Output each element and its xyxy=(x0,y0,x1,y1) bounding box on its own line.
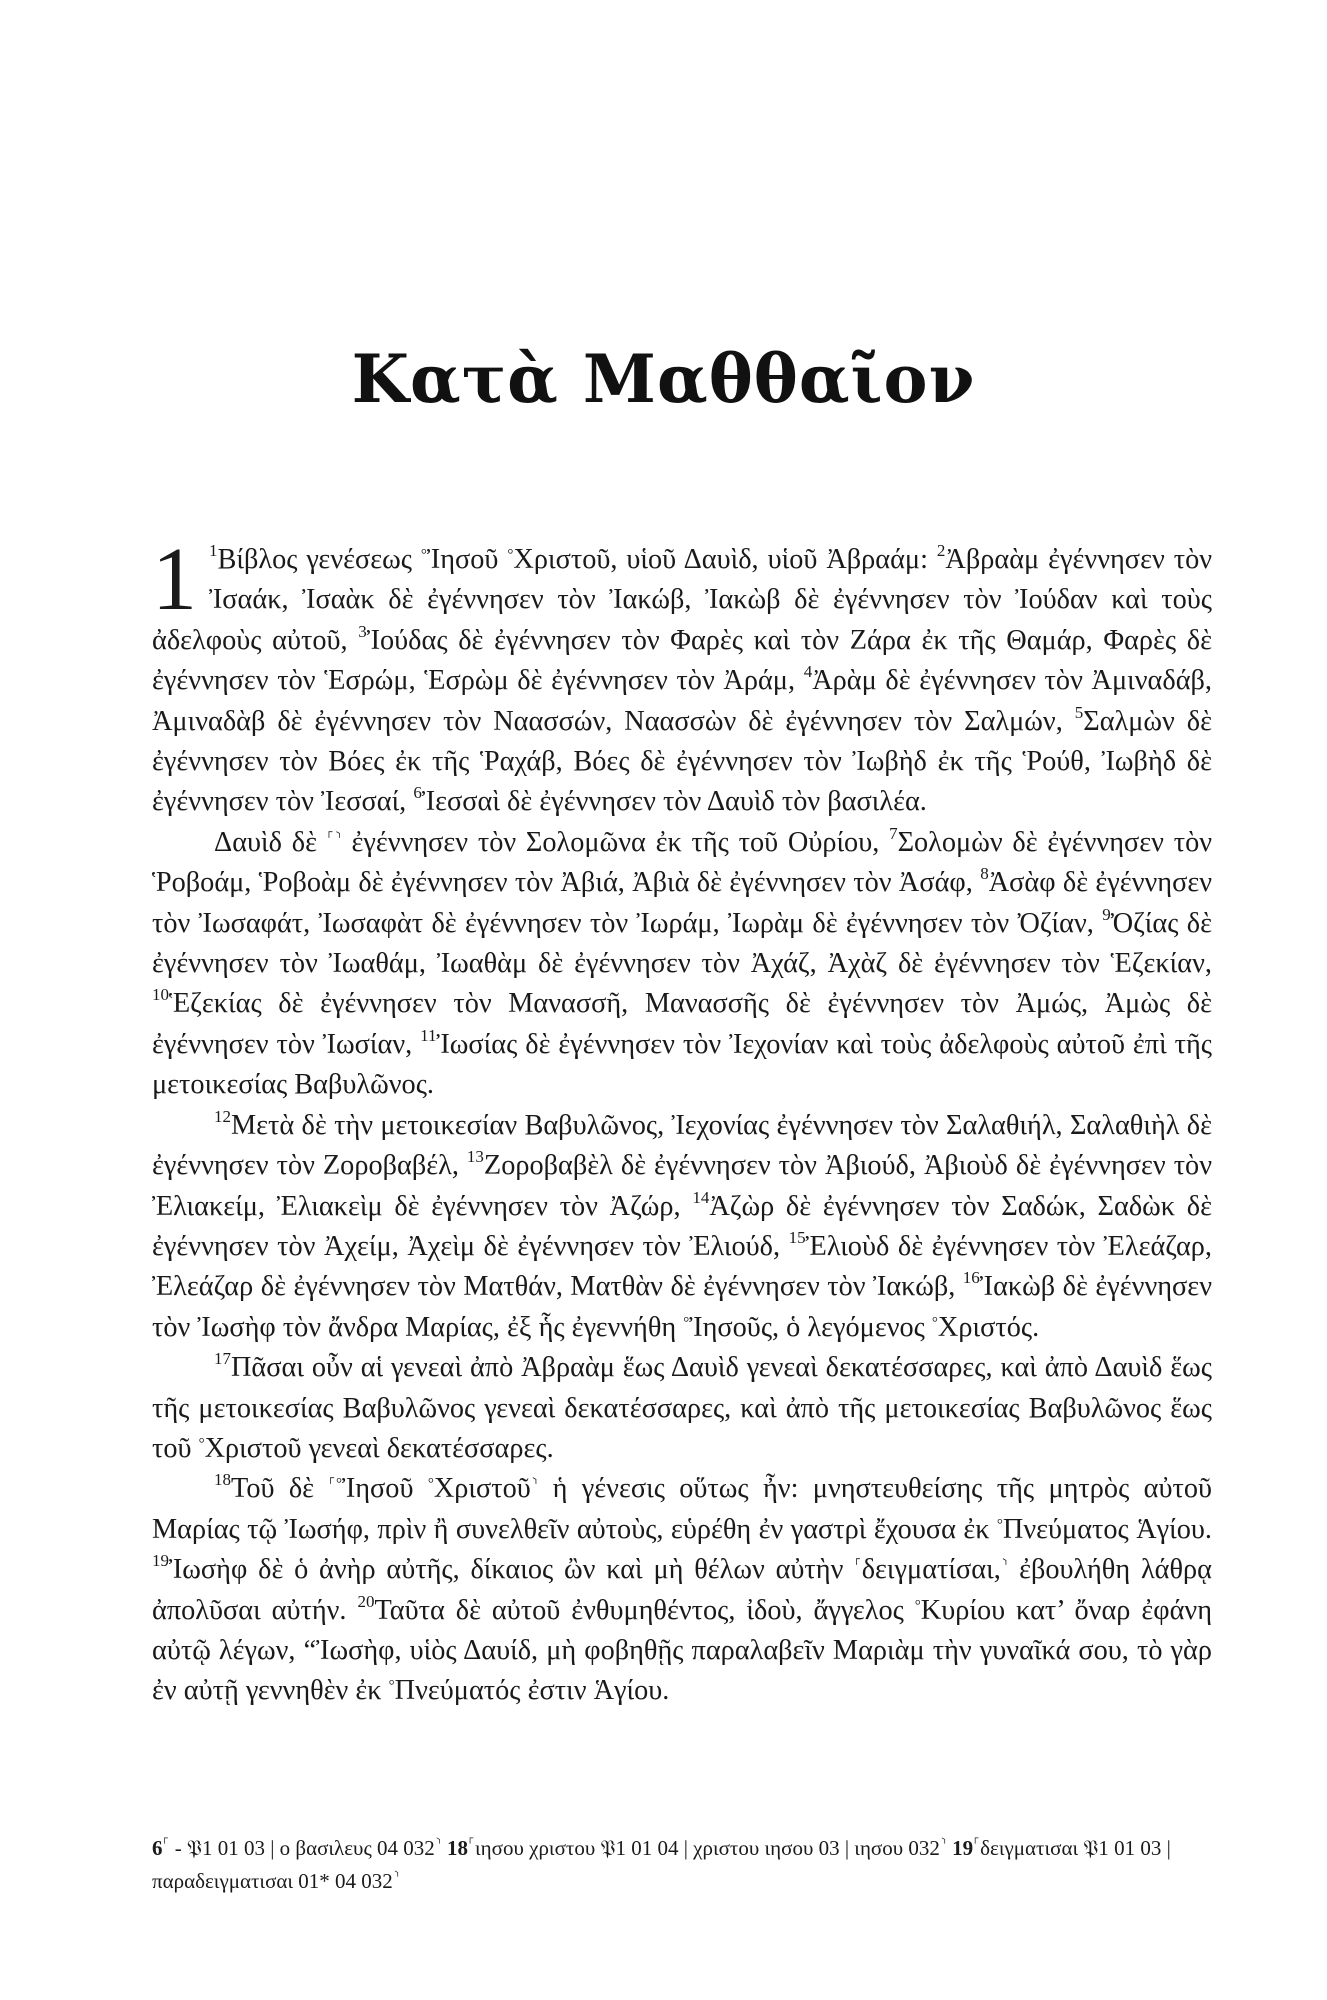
verse-number: 12 xyxy=(214,1106,231,1126)
variant-open-marker-icon: ⸀ xyxy=(326,829,335,846)
verse-text: Ἀρὰμ δὲ ἐγέννησεν τὸν Ἀμιναδάβ, Ἀμιναδὰβ δὲ ἐγέννησεν τὸν Ναασσών, Ναασσὼν δὲ ἐγέννησεν τὸν Σαλμών, xyxy=(152,665,1212,737)
variant-close-marker-icon: ⸃ xyxy=(1000,1557,1009,1574)
paragraph-1 xyxy=(152,530,1213,823)
verse-text: Τοῦ δὲ xyxy=(231,1473,329,1505)
verse-text: ἐγέννησεν τὸν Σολομῶνα ἐκ τῆς τοῦ Οὐρίου, xyxy=(341,826,890,858)
verse-text: ἡ γένεσις οὕτως ἦν: μνηστευθείσης τῆς μητρὸς αὐτοῦ Μαρίας τῷ Ἰωσήφ, πρὶν ἢ συνελθεῖν αὐτοὺς, εὑρέθη ἐν γαστρὶ ἔχουσα ἐκ xyxy=(152,1473,1212,1545)
verse-text: Ἀσὰφ δὲ ἐγέννησεν τὸν Ἰωσαφάτ, Ἰωσαφὰτ δὲ ἐγέννησεν τὸν Ἰωράμ, Ἰωρὰμ δὲ ἐγέννησεν τὸν Ὀζίαν, xyxy=(152,867,1213,939)
footnote-text: - 𝔓1 01 03 | ο βασιλευς 04 032 xyxy=(174,1836,435,1860)
paragraph-4 xyxy=(152,1348,1212,1469)
omission-marker-icon: ° xyxy=(427,1476,434,1493)
verse-text: Πνεύματος Ἁγίου. xyxy=(1002,1513,1212,1545)
verse-number: 15 xyxy=(788,1227,806,1247)
verse-text: Χριστοῦ xyxy=(433,1473,531,1505)
omission-marker-icon: ° xyxy=(996,1516,1003,1533)
verse-number: 17 xyxy=(214,1348,231,1368)
verse-number: 18 xyxy=(214,1470,231,1490)
omission-marker-icon: ° xyxy=(420,547,427,563)
verse-number: 10 xyxy=(152,985,169,1005)
verse-text: ἐβουλήθη λάθρᾳ ἀπολῦσαι αὐτήν. xyxy=(152,1554,1213,1626)
verse-text: Χριστός. xyxy=(937,1311,1040,1343)
verse-number: 13 xyxy=(466,1146,484,1166)
variant-close-marker-icon: ⸃ xyxy=(530,1476,539,1493)
verse-number: 16 xyxy=(962,1268,980,1288)
verse-text: Χριστοῦ, υἱοῦ Δαυὶδ, υἱοῦ Ἀβραάμ: xyxy=(513,544,937,575)
chapter-number: 1 xyxy=(152,530,197,629)
omission-marker-icon: ° xyxy=(335,1476,342,1493)
verse-number: 8 xyxy=(980,864,989,884)
omission-marker-icon: ° xyxy=(198,1435,205,1452)
verse-text: Ἰούδας δὲ ἐγέννησεν τὸν Φαρὲς καὶ τὸν Ζάρα ἐκ τῆς Θαμάρ, Φαρὲς δὲ ἐγέννησεν τὸν Ἑσρώμ, Ἑσρὼμ δὲ ἐγέννησεν τὸν Ἀράμ, xyxy=(152,624,1212,697)
verse-number: 6 xyxy=(413,783,422,803)
variant-open-marker-icon: ⸀ xyxy=(468,1836,476,1852)
verse-number: 11 xyxy=(420,1025,437,1045)
verse-text: Ὀζίας δὲ ἐγέννησεν τὸν Ἰωαθάμ, Ἰωαθὰμ δὲ ἐγέννησεν τὸν Ἀχάζ, Ἀχὰζ δὲ ἐγέννησεν τὸν Ἑζεκίαν, xyxy=(152,907,1212,980)
variant-open-marker-icon: ⸀ xyxy=(162,1836,170,1852)
footnote-text: δειγματισαι 𝔓1 01 03 | παραδειγματισαι 01* 04 032 xyxy=(152,1836,1171,1893)
verse-text: Δαυὶδ δὲ xyxy=(214,826,327,858)
paragraph-3 xyxy=(152,1106,1212,1348)
variant-open-marker-icon: ⸀ xyxy=(973,1836,981,1852)
verse-text: Χριστοῦ γενεαὶ δεκατέσσαρες. xyxy=(204,1432,554,1464)
verse-text: Βίβλος γενέσεως xyxy=(217,544,421,575)
verse-number: 1 xyxy=(209,540,218,560)
paragraph-5 xyxy=(152,1469,1212,1711)
scripture-text xyxy=(152,530,1213,1712)
omission-marker-icon: ° xyxy=(914,1597,921,1614)
verse-text: Μετὰ δὲ τὴν μετοικεσίαν Βαβυλῶνος, Ἰεχονίας ἐγέννησεν τὸν Σαλαθιήλ, Σαλαθιὴλ δὲ ἐγέννησεν τὸν Ζοροβαβέλ, xyxy=(152,1109,1212,1182)
verse-number: 20 xyxy=(357,1591,375,1611)
variant-open-marker-icon: ⸀ xyxy=(328,1476,336,1493)
verse-text: Ταῦτα δὲ αὐτοῦ ἐνθυμηθέντος, ἰδοὺ, ἄγγελος xyxy=(374,1594,915,1626)
verse-text: Ζοροβαβὲλ δὲ ἐγέννησεν τὸν Ἀβιούδ, Ἀβιοὺδ δὲ ἐγέννησεν τὸν Ἐλιακείμ, Ἐλιακεὶμ δὲ ἐγέννησεν τὸν Ἀζώρ, xyxy=(152,1150,1213,1222)
verse-text: Ἀζὼρ δὲ ἐγέννησεν τὸν Σαδώκ, Σαδὼκ δὲ ἐγέννησεν τὸν Ἀχείμ, Ἀχεὶμ δὲ ἐγέννησεν τὸν Ἐλιούδ, xyxy=(152,1190,1212,1262)
footnote-ref: 19 xyxy=(952,1836,974,1860)
critical-apparatus xyxy=(152,1832,1212,1898)
verse-number: 4 xyxy=(803,661,813,681)
omission-marker-icon: ° xyxy=(507,547,514,563)
verse-text: Ἑζεκίας δὲ ἐγέννησεν τὸν Μανασσῆ, Μανασσῆς δὲ ἐγέννησεν τὸν Ἀμώς, Ἀμὼς δὲ ἐγέννησεν τὸν Ἰωσίαν, xyxy=(152,988,1212,1060)
footnote-ref: 18 xyxy=(447,1836,469,1860)
verse-text: Σολομὼν δὲ ἐγέννησεν τὸν Ῥοβοάμ, Ῥοβοὰμ δὲ ἐγέννησεν τὸν Ἀβιά, Ἀβιὰ δὲ ἐγέννησεν τὸν Ἀσάφ, xyxy=(152,826,1213,899)
book-title: Κατὰ Μαθθαῖον xyxy=(351,340,976,418)
verse-text: Ἰεσσαὶ δὲ ἐγέννησεν τὸν Δαυὶδ τὸν βασιλέα. xyxy=(421,786,927,818)
verse-text: Ἰωσίας δὲ ἐγέννησεν τὸν Ἰεχονίαν καὶ τοὺς ἀδελφοὺς αὐτοῦ ἐπὶ τῆς μετοικεσίας Βαβυλῶνος. xyxy=(152,1028,1212,1101)
paragraph-2 xyxy=(152,823,1212,1106)
omission-marker-icon: ° xyxy=(388,1678,395,1695)
verse-text: Ἰησοῦ xyxy=(341,1473,428,1505)
verse-number: 7 xyxy=(889,823,898,843)
verse-text: Ἰησοῦς, ὁ λεγόμενος xyxy=(689,1311,932,1343)
verse-text: Πνεύματός ἐστιν Ἁγίου. xyxy=(394,1675,670,1707)
footnote-text: ιησου χριστου 𝔓1 01 04 | χριστου ιησου 03 | ιησου 032 xyxy=(475,1836,940,1860)
verse-number: 2 xyxy=(936,540,946,560)
verse-text: Ἀβραὰμ ἐγέννησεν τὸν Ἰσαάκ, Ἰσαὰκ δὲ ἐγέννησεν τὸν Ἰακώβ, Ἰακὼβ δὲ ἐγέννησεν τὸν Ἰούδαν καὶ τοὺς ἀδελφοὺς αὐτοῦ, xyxy=(152,544,1213,656)
verse-number: 3 xyxy=(358,621,367,641)
verse-text: Σαλμὼν δὲ ἐγέννησεν τὸν Βόες ἐκ τῆς Ῥαχάβ, Βόες δὲ ἐγέννησεν τὸν Ἰωβὴδ ἐκ τῆς Ῥούθ, Ἰωβὴδ δὲ ἐγέννησεν τὸν Ἰεσσαί, xyxy=(152,705,1212,818)
verse-text: Ἰησοῦ xyxy=(426,544,508,575)
verse-text: Ἰακὼβ δὲ ἐγέννησεν τὸν Ἰωσὴφ τὸν ἄνδρα Μαρίας, ἐξ ἧς ἐγεννήθη xyxy=(152,1271,1212,1343)
footnote-ref: 6 xyxy=(152,1836,163,1860)
verse-number: 19 xyxy=(152,1550,169,1570)
verse-number: 5 xyxy=(1074,702,1084,722)
variant-close-marker-icon: ⸃ xyxy=(334,829,342,846)
verse-text: Ἐλιοὺδ δὲ ἐγέννησεν τὸν Ἐλεάζαρ, Ἐλεάζαρ δὲ ἐγέννησεν τὸν Ματθάν, Ματθὰν δὲ ἐγέννησεν τὸν Ἰακώβ, xyxy=(152,1230,1212,1303)
variant-close-marker-icon: ⸃ xyxy=(392,1869,400,1885)
verse-text: Πᾶσαι οὖν αἱ γενεαὶ ἀπὸ Ἀβραὰμ ἕως Δαυὶδ γενεαὶ δεκατέσσαρες, καὶ ἀπὸ Δαυὶδ ἕως τῆς μετοικεσίας Βαβυλῶνος γενεαὶ δεκατέσσαρες, καὶ ἀπὸ τῆς μετοικεσίας Βαβυλῶνος ἕως τοῦ xyxy=(152,1352,1212,1464)
verse-number: 14 xyxy=(692,1187,710,1207)
verse-text: Ἰωσὴφ δὲ ὁ ἀνὴρ αὐτῆς, δίκαιος ὢν καὶ μὴ θέλων αὐτὴν xyxy=(169,1554,855,1586)
variant-close-marker-icon: ⸃ xyxy=(939,1836,947,1852)
verse-text: Κυρίου κατ’ ὄναρ ἐφάνη αὐτῷ λέγων, “Ἰωσὴφ, υἱὸς Δαυίδ, μὴ φοβηθῇς παραλαβεῖν Μαριὰμ τὴν γυναῖκά σου, τὸ γὰρ ἐν αὐτῇ γεννηθὲν ἐκ xyxy=(152,1594,1212,1707)
verse-text: δειγματίσαι, xyxy=(861,1554,1001,1586)
omission-marker-icon: ° xyxy=(683,1314,690,1331)
variant-open-marker-icon: ⸀ xyxy=(854,1557,862,1574)
omission-marker-icon: ° xyxy=(931,1314,938,1331)
variant-close-marker-icon: ⸃ xyxy=(434,1836,442,1852)
verse-number: 9 xyxy=(1102,904,1111,924)
